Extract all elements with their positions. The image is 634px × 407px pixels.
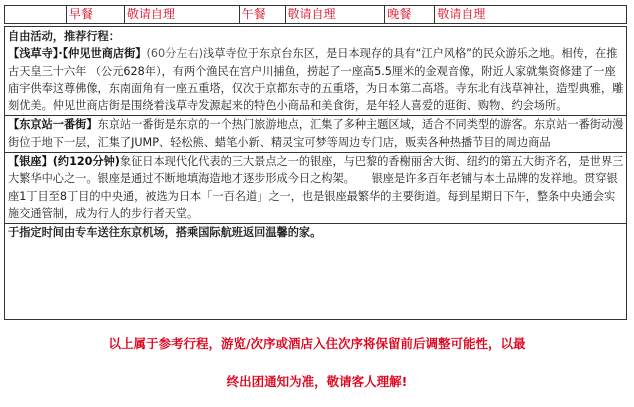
tokyo-station-paragraph (8, 116, 624, 151)
notice-line-1: 以上属于参考行程，游览/次序或酒店入住次序将保留前后调整可能性，以最 (108, 336, 526, 351)
tokyo-station-text: 东京站一番街是东京的一个热门旅游地点，汇集了多种主题区域，适合不同类型的游客。东京站一番街动漫街位于地下一层，汇集了JUMP、轻松熊、蜡笔小新、精灵宝可梦等周边专门店，贩卖各种热播节目的周边商品 (8, 118, 624, 149)
meal-blank-cell (5, 6, 67, 23)
breakfast-label: 早餐 (67, 6, 125, 23)
itinerary-intro: 自由活动，推荐行程： (8, 30, 120, 43)
asakusa-title: 【浅草寺】·【仲见世商店街】 (8, 47, 147, 61)
lunch-label: 午餐 (240, 6, 286, 23)
notice-line-2: 终出团通知为准，敬请客人理解! (226, 374, 408, 389)
meal-table (4, 5, 627, 24)
breakfast-value: 敬请自理 (125, 6, 240, 23)
lunch-value: 敬请自理 (286, 6, 386, 23)
dinner-value: 敬请自理 (437, 7, 486, 21)
dinner-label: 晚餐 (385, 6, 435, 23)
asakusa-duration: (60分左右) (146, 47, 204, 61)
ginza-paragraph (8, 153, 624, 222)
ginza-duration: (约120分钟) (52, 155, 120, 169)
departure-text: 于指定时间由专车送往东京机场，搭乘国际航班返回温馨的家。 (8, 226, 322, 240)
asakusa-section (5, 28, 626, 116)
asakusa-paragraph (8, 45, 624, 114)
departure-section (5, 224, 626, 242)
asakusa-text: 浅草寺位于东京台东区，是日本现存的具有“江户风格”的民众游乐之地。相传，在推古天皇三十六年 （公元628年），有两个渔民在宫户川捕鱼，捞起了一座高5.5厘米的金观音像，附近人家就集资修建了一座庙宇供奉这尊佛像，东南面角有一座五重塔，仅次于京都东寺的五重塔，为日本第二高塔。寺东北有浅草神社，造型典雅，雕刻优美。仲见世商店街是围绕着浅草寺发源起来的特色小商品和美食街，是年轻人喜爱的逛街、购物、约会场所。 (8, 47, 624, 113)
tokyo-station-title: 【东京站一番街】 (8, 118, 98, 132)
ginza-section (5, 153, 626, 224)
itinerary-box (4, 26, 627, 320)
tokyo-station-section (5, 116, 626, 153)
ginza-title: 【银座】 (8, 155, 53, 169)
ginza-text: 象征日本现代化代表的三大景点之一的银座，与巴黎的香榭丽舍大街、纽约的第五大街齐名，是世界三大繁华中心之一。银座是通过不断地填海造地才逐步形成今日之构架。 银座是许多百年老铺与本土品牌的发祥地。贯穿银座1丁目至8丁目的中央通，被选为日本「一百名道」之一，也是银座最繁华的主要街道。每到星期日下午，整条中央通会实施交通管制，成为行人的步行者天堂。 (8, 155, 624, 220)
